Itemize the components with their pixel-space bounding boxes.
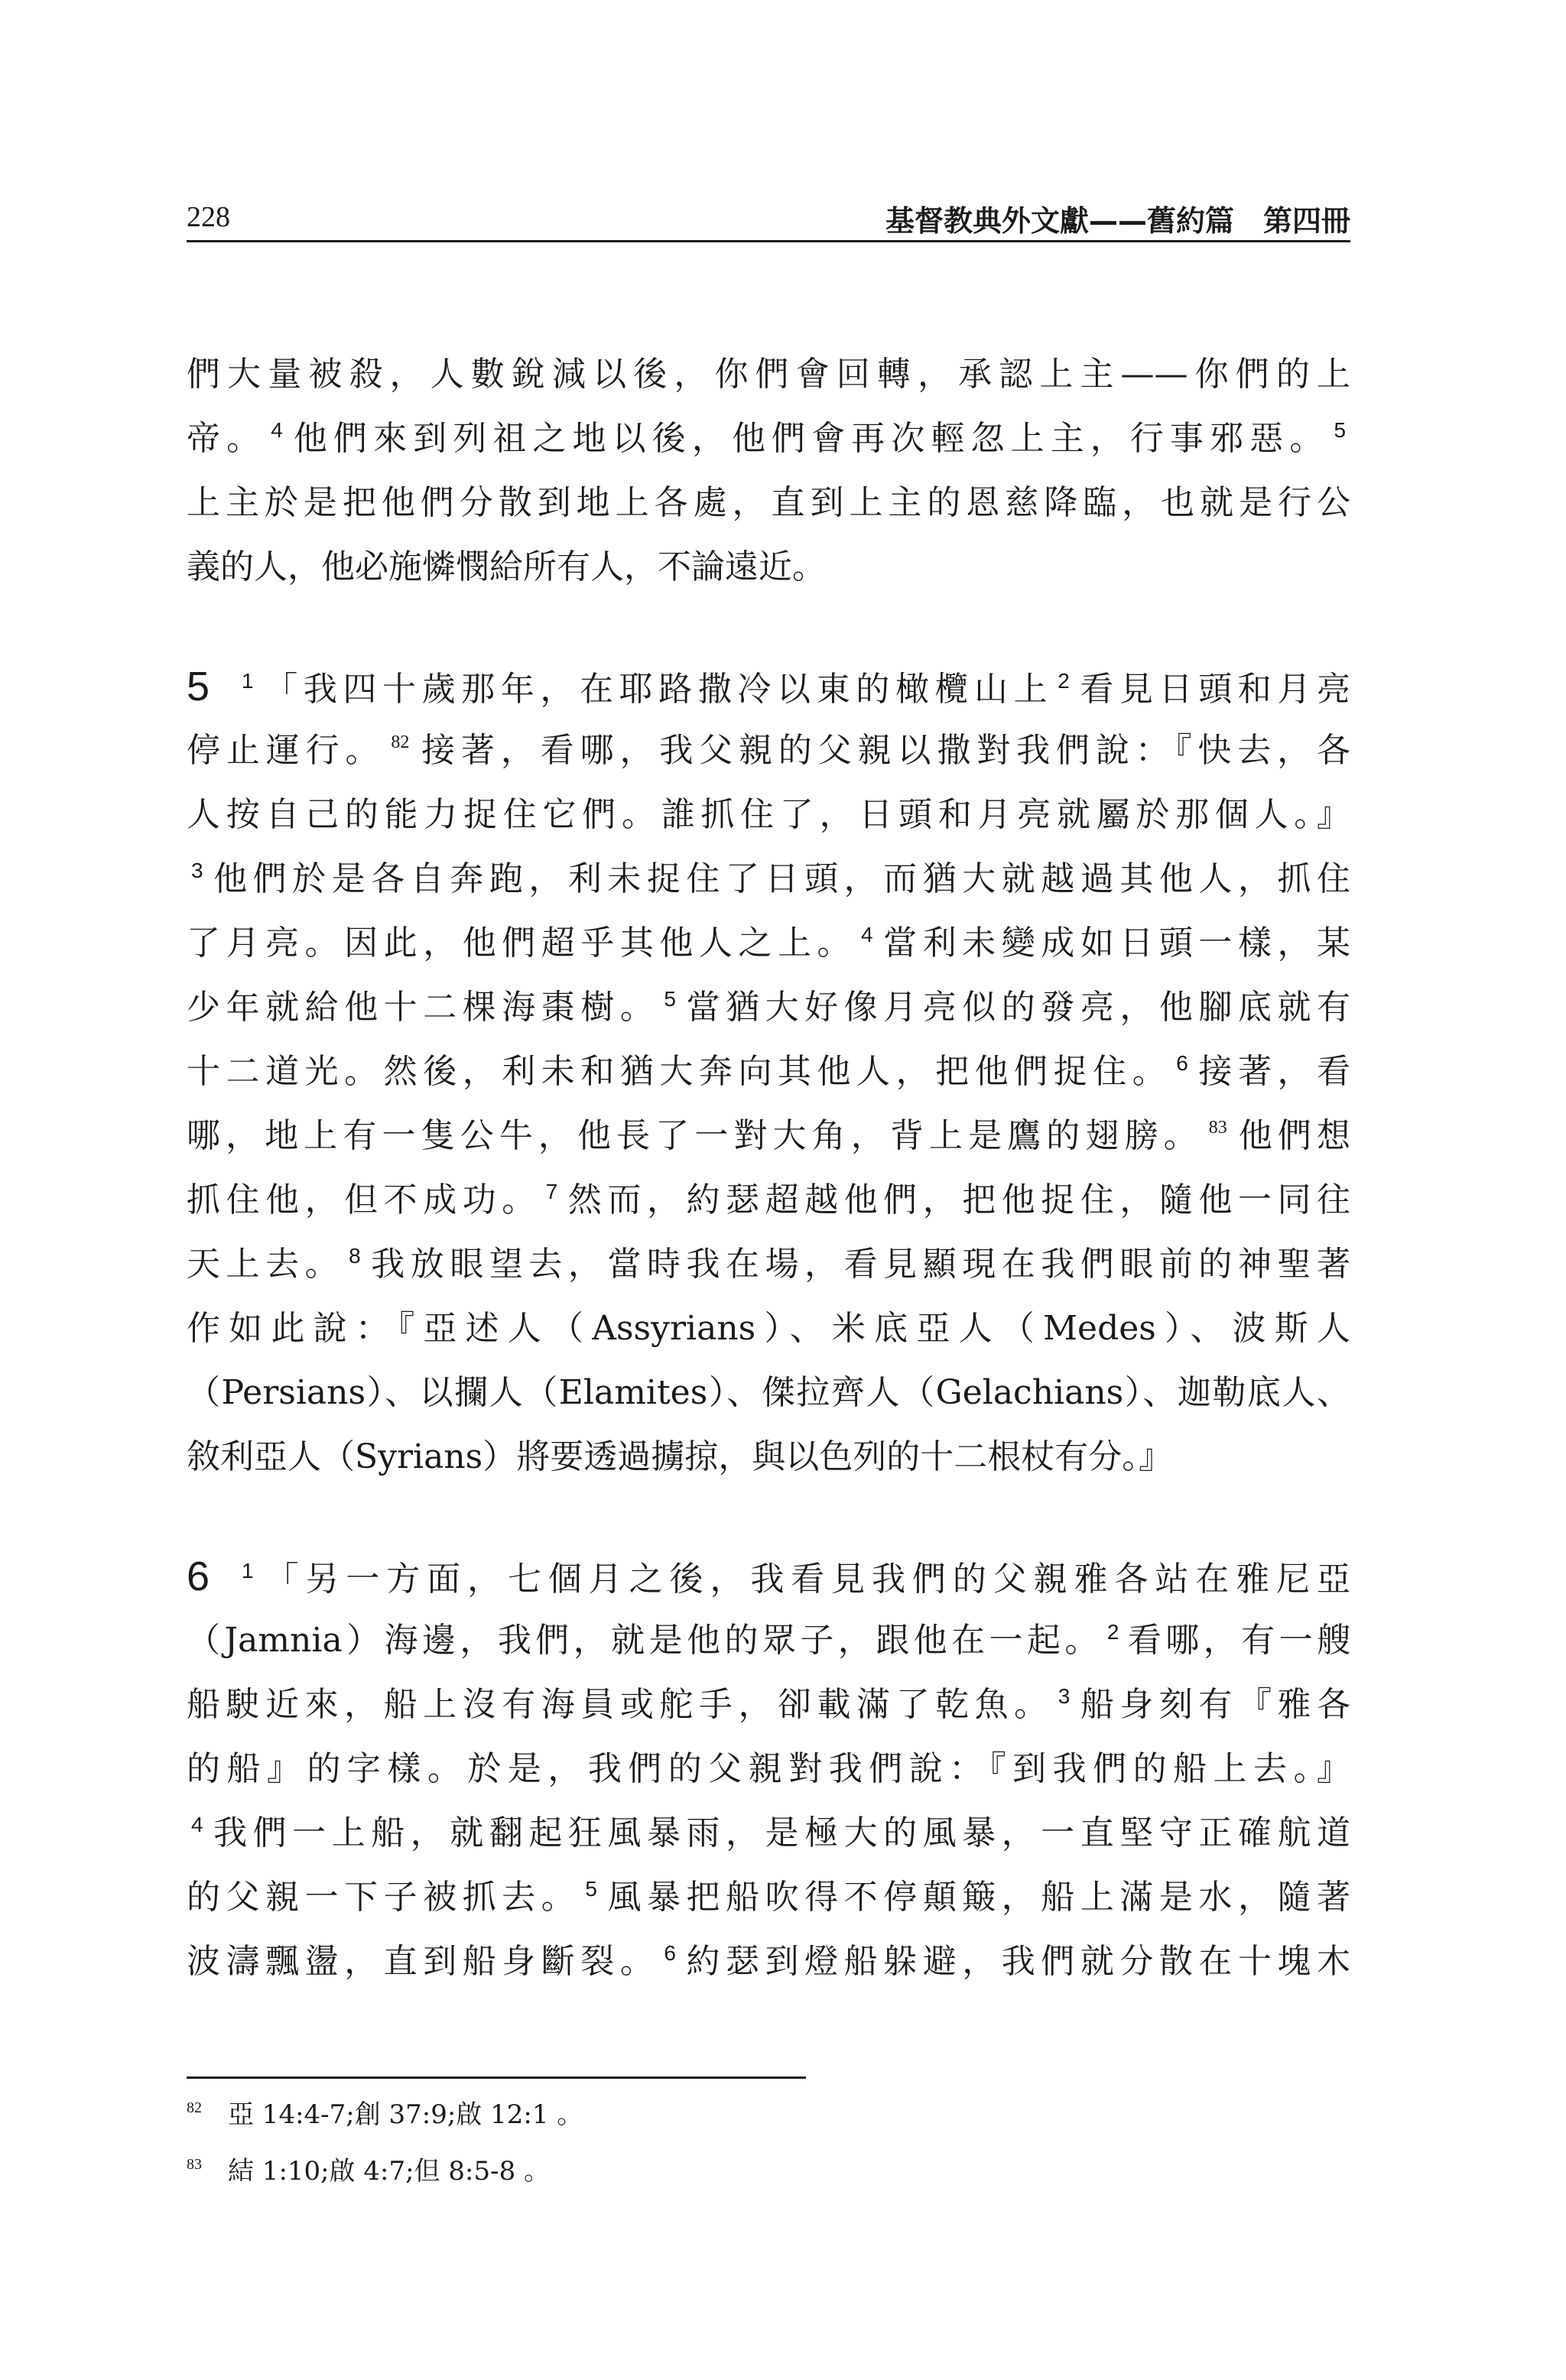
footnote-number: 82	[187, 2099, 202, 2116]
verse-number: 4	[861, 923, 873, 946]
verse-number: 4	[191, 1813, 203, 1836]
text-line: 船駛近來，船上沒有海員或舵手，卻載滿了乾魚。 $^3$ 船身刻有『雅各	[187, 1684, 1351, 1724]
text-line: （Persians）、以攔人（Elamites）、傑拉齊人（Gelachians）、迦勒底人、	[187, 1373, 1350, 1412]
chapter-number: 6	[187, 1554, 210, 1599]
verse-number: 5	[585, 1877, 597, 1901]
footnote	[187, 2154, 550, 2192]
footnote-text: 亞 14:4-7;創 37:9;啟 12:1 。	[228, 2099, 583, 2130]
verse-number: 5	[664, 987, 676, 1011]
verse-number: 3	[191, 859, 203, 882]
footnote-marker: 82	[391, 732, 410, 752]
verse-number: 6	[664, 1941, 676, 1965]
footnote-rule	[187, 2076, 806, 2079]
text-line: 帝。 $^4$ 他們來到列祖之地以後，他們會再次輕忽上主，行事邪惡。 $^5$	[187, 418, 1347, 458]
text-line: 天上去。 $^8$ 我放眼望去，當時我在場，看見顯現在我們眼前的神聖著	[187, 1244, 1351, 1284]
text-line: 停止運行。 $^{82}$ 接著，看哪，我父親的父親以撒對我們說：『快去，各	[187, 731, 1350, 770]
text-line: 5 $^1$ 「我四十歲那年，在耶路撒冷以東的橄欖山上 $^2$ 看見日頭和月亮	[187, 664, 1351, 709]
text-line: 6 $^1$ 「另一方面，七個月之後，我看見我們的父親雅各站在雅尼亞	[187, 1554, 1350, 1599]
page-number: 228	[187, 201, 230, 233]
text-line: $^3$ 他們於是各自奔跑，利未捉住了日頭，而猶大就越過其他人，抓住	[191, 859, 1350, 898]
text-line: 義的人，他必施憐憫給所有人，不論遠近。	[187, 547, 826, 586]
text-line: 十二道光。然後，利未和猶大奔向其他人，把他們捉住。 $^6$ 接著，看	[187, 1051, 1351, 1091]
text-line: 們大量被殺，人數銳減以後，你們會回轉，承認上主——你們的上	[187, 355, 1350, 394]
text-line: 的船』的字樣。於是，我們的父親對我們說：『到我們的船上去。』	[187, 1749, 1350, 1788]
text-line: $^4$ 我們一上船，就翻起狂風暴雨，是極大的風暴，一直堅守正確航道	[191, 1813, 1350, 1852]
footnote	[187, 2098, 583, 2135]
verse-number: 2	[1106, 1620, 1119, 1644]
text-line: 上主於是把他們分散到地上各處，直到上主的恩慈降臨，也就是行公	[187, 483, 1350, 522]
text-line: 作如此說：『亞述人（Assyrians）、米底亞人（Medes）、波斯人	[187, 1309, 1350, 1348]
verse-number: 3	[1058, 1684, 1071, 1708]
text-line: 人按自己的能力捉住它們。誰抓住了，日頭和月亮就屬於那個人。』	[187, 795, 1350, 834]
header-rule	[187, 240, 1350, 242]
text-line: 抓住他，但不成功。 $^7$ 然而，約瑟超越他們，把他捉住，隨他一同往	[187, 1180, 1351, 1219]
text-line: 了月亮。因此，他們超乎其他人之上。 $^4$ 當利未變成如日頭一樣，某	[187, 923, 1351, 963]
text-line: （Jamnia）海邊，我們，就是他的眾子，跟他在一起。 $^2$ 看哪，有一艘	[187, 1620, 1351, 1660]
verse-number: 6	[1176, 1051, 1188, 1075]
footnote-text: 結 1:10;啟 4:7;但 8:5-8 。	[228, 2156, 551, 2187]
verse-number: 7	[545, 1180, 558, 1203]
verse-number: 2	[1058, 669, 1070, 693]
verse-number: 1	[242, 669, 254, 693]
verse-number: 5	[1334, 418, 1347, 442]
chapter-number: 5	[187, 664, 210, 709]
text-line: 哪，地上有一隻公牛，他長了一對大角，背上是鷹的翅膀。 $^{83}$ 他們想	[187, 1116, 1350, 1155]
text-line: 波濤飄盪，直到船身斷裂。 $^6$ 約瑟到燈船躲避，我們就分散在十塊木	[187, 1941, 1351, 1981]
footnote-number: 83	[187, 2156, 202, 2173]
text-line: 敘利亞人（Syrians）將要透過擄掠，與以色列的十二根杖有分。』	[187, 1437, 1173, 1476]
verse-number: 1	[242, 1559, 254, 1583]
text-line: 的父親一下子被抓去。 $^5$ 風暴把船吹得不停顛簸，船上滿是水，隨著	[187, 1877, 1351, 1917]
running-title: 基督教典外文獻——舊約篇 第四冊	[885, 204, 1350, 238]
verse-number: 4	[271, 418, 283, 442]
verse-number: 8	[349, 1244, 361, 1268]
text-line: 少年就給他十二棵海棗樹。 $^5$ 當猶大好像月亮似的發亮，他腳底就有	[187, 987, 1351, 1027]
footnote-marker: 83	[1208, 1118, 1227, 1138]
